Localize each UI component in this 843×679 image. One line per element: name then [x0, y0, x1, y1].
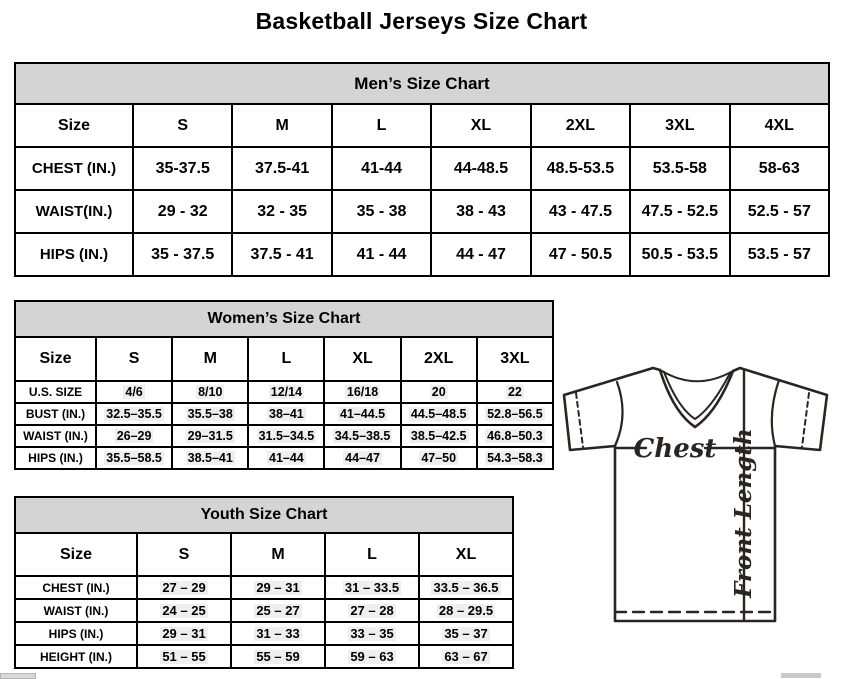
table-cell: 32 - 35 [232, 190, 331, 233]
womens-col-2xl: 2XL [401, 337, 477, 381]
row-label: BUST (IN.) [15, 403, 96, 425]
cell-value: 24 – 25 [162, 602, 206, 618]
mens-chest-row [15, 147, 829, 190]
table-cell [419, 622, 513, 645]
row-label: HIPS (IN.) [15, 447, 96, 469]
table-cell [248, 381, 324, 403]
cell-value: 44–47 [345, 450, 380, 465]
table-cell: 35 - 37.5 [133, 233, 232, 276]
womens-size-table [14, 300, 554, 470]
table-cell [248, 403, 324, 425]
cell-value: 29–31.5 [187, 428, 233, 443]
left-armhole-seam [615, 382, 623, 446]
horizontal-scrollbar-fragment-right[interactable] [781, 673, 821, 678]
table-cell [137, 645, 231, 668]
cell-value: 27 – 28 [350, 602, 394, 618]
table-cell [324, 425, 400, 447]
mens-column-header-row [15, 104, 829, 147]
table-cell [401, 403, 477, 425]
mens-col-size: Size [15, 104, 133, 147]
table-cell [172, 403, 248, 425]
womens-column-header-row [15, 337, 553, 381]
mens-col-2xl: 2XL [531, 104, 630, 147]
collar-back-arc [662, 371, 731, 381]
youth-chest-row [15, 576, 513, 599]
table-cell [401, 381, 477, 403]
table-cell [477, 403, 553, 425]
row-label: HIPS (IN.) [15, 622, 137, 645]
youth-waist-row [15, 599, 513, 622]
mens-col-3xl: 3XL [630, 104, 729, 147]
womens-table-header-band [15, 301, 553, 337]
mens-hips-row [15, 233, 829, 276]
cell-value: 8/10 [198, 384, 223, 399]
table-cell: 37.5 - 41 [232, 233, 331, 276]
womens-col-m: M [172, 337, 248, 381]
youth-height-row [15, 645, 513, 668]
collar-inner-v [664, 372, 730, 419]
table-cell [324, 403, 400, 425]
jersey-diagram [557, 360, 839, 628]
womens-hips-row [15, 447, 553, 469]
cell-value: 25 – 27 [256, 602, 300, 618]
table-cell [325, 622, 419, 645]
row-label: HIPS (IN.) [15, 233, 133, 276]
table-cell [231, 645, 325, 668]
cell-value: 31 – 33.5 [344, 579, 400, 595]
cell-value: 41–44.5 [339, 406, 386, 421]
table-cell [96, 425, 172, 447]
cell-value: 38.5–41 [187, 450, 233, 465]
cell-value: 29 – 31 [162, 625, 206, 641]
table-cell: 41 - 44 [332, 233, 431, 276]
cell-value: 12/14 [270, 384, 303, 399]
cell-value: 33 – 35 [350, 625, 394, 641]
cell-value: 35 – 37 [444, 625, 488, 641]
table-cell [137, 576, 231, 599]
front-length-label: Front Length [730, 428, 757, 598]
cell-value: 27 – 29 [162, 579, 206, 595]
mens-col-m: M [232, 104, 331, 147]
table-cell: 47 - 50.5 [531, 233, 630, 276]
table-cell [248, 425, 324, 447]
row-label: U.S. SIZE [15, 381, 96, 403]
page-title: Basketball Jerseys Size Chart [255, 8, 588, 34]
womens-col-l: L [248, 337, 324, 381]
mens-col-xl: XL [431, 104, 530, 147]
table-cell: 41-44 [332, 147, 431, 190]
table-cell [325, 576, 419, 599]
womens-col-3xl: 3XL [477, 337, 553, 381]
table-cell: 43 - 47.5 [531, 190, 630, 233]
table-cell [231, 576, 325, 599]
youth-col-size: Size [15, 533, 137, 576]
table-cell [419, 576, 513, 599]
table-cell [172, 381, 248, 403]
table-cell [477, 425, 553, 447]
right-armhole-seam [772, 380, 779, 446]
cell-value: 34.5–38.5 [334, 428, 391, 443]
youth-col-s: S [137, 533, 231, 576]
table-cell [325, 599, 419, 622]
youth-col-l: L [325, 533, 419, 576]
table-cell: 44 - 47 [431, 233, 530, 276]
table-cell: 53.5 - 57 [730, 233, 829, 276]
mens-table-header-band [15, 63, 829, 104]
mens-size-table [14, 62, 830, 277]
cell-value: 46.8–50.3 [487, 428, 543, 443]
cell-value: 55 – 59 [256, 648, 300, 664]
row-label: CHEST (IN.) [15, 147, 133, 190]
cell-value: 44.5–48.5 [410, 406, 467, 421]
youth-table-header-band [15, 497, 513, 533]
table-cell [96, 447, 172, 469]
table-cell [137, 599, 231, 622]
table-cell [419, 645, 513, 668]
cell-value: 20 [431, 384, 446, 399]
cell-value: 54.3–58.3 [487, 450, 543, 465]
row-label: WAIST (IN.) [15, 599, 137, 622]
cell-value: 63 – 67 [444, 648, 488, 664]
cell-value: 22 [507, 384, 522, 399]
cell-value: 31 – 33 [256, 625, 300, 641]
youth-col-xl: XL [419, 533, 513, 576]
table-cell [137, 622, 231, 645]
youth-hips-row [15, 622, 513, 645]
table-cell: 44-48.5 [431, 147, 530, 190]
table-cell: 58-63 [730, 147, 829, 190]
cell-value: 29 – 31 [256, 579, 300, 595]
cell-value: 28 – 29.5 [438, 602, 494, 618]
cell-value: 52.8–56.5 [487, 406, 543, 421]
cell-value: 59 – 63 [350, 648, 394, 664]
row-label: HEIGHT (IN.) [15, 645, 137, 668]
row-label: CHEST (IN.) [15, 576, 137, 599]
table-cell [96, 403, 172, 425]
youth-col-m: M [231, 533, 325, 576]
womens-col-s: S [96, 337, 172, 381]
womens-table-title: Women’s Size Chart [15, 301, 553, 337]
cell-value: 47–50 [421, 450, 457, 465]
table-cell [248, 447, 324, 469]
table-cell [96, 381, 172, 403]
cell-value: 38.5–42.5 [410, 428, 467, 443]
table-cell [324, 447, 400, 469]
mens-col-s: S [133, 104, 232, 147]
table-cell [477, 381, 553, 403]
cell-value: 32.5–35.5 [106, 406, 162, 421]
cell-value: 33.5 – 36.5 [433, 579, 499, 595]
cell-value: 4/6 [125, 384, 143, 399]
womens-bust-row [15, 403, 553, 425]
table-cell [231, 622, 325, 645]
table-cell [172, 425, 248, 447]
cell-value: 26–29 [116, 428, 152, 443]
table-cell: 48.5-53.5 [531, 147, 630, 190]
womens-waist-row [15, 425, 553, 447]
table-cell: 47.5 - 52.5 [630, 190, 729, 233]
table-cell: 37.5-41 [232, 147, 331, 190]
womens-us-size-row [15, 381, 553, 403]
cell-value: 31.5–34.5 [258, 428, 315, 443]
table-cell [324, 381, 400, 403]
cell-value: 51 – 55 [162, 648, 206, 664]
mens-waist-row [15, 190, 829, 233]
table-cell [231, 599, 325, 622]
table-cell [401, 447, 477, 469]
table-cell: 35 - 38 [332, 190, 431, 233]
table-cell: 38 - 43 [431, 190, 530, 233]
chest-label: Chest [633, 434, 717, 464]
table-cell [419, 599, 513, 622]
table-cell [172, 447, 248, 469]
cell-value: 35.5–58.5 [106, 450, 162, 465]
womens-col-size: Size [15, 337, 96, 381]
table-cell: 53.5-58 [630, 147, 729, 190]
cell-value: 35.5–38 [187, 406, 233, 421]
mens-col-l: L [332, 104, 431, 147]
youth-column-header-row [15, 533, 513, 576]
table-cell [325, 645, 419, 668]
cell-value: 41–44 [269, 450, 304, 465]
horizontal-scrollbar-fragment-left[interactable] [0, 673, 36, 679]
table-cell: 52.5 - 57 [730, 190, 829, 233]
row-label: WAIST(IN.) [15, 190, 133, 233]
youth-size-table [14, 496, 514, 669]
womens-col-xl: XL [324, 337, 400, 381]
mens-table-title: Men’s Size Chart [15, 63, 829, 104]
table-cell: 50.5 - 53.5 [630, 233, 729, 276]
mens-col-4xl: 4XL [730, 104, 829, 147]
cell-value: 38–41 [269, 406, 304, 421]
row-label: WAIST (IN.) [15, 425, 96, 447]
table-cell: 29 - 32 [133, 190, 232, 233]
cell-value: 16/18 [346, 384, 379, 399]
youth-table-title: Youth Size Chart [15, 497, 513, 533]
table-cell [477, 447, 553, 469]
jersey-outline [564, 368, 827, 621]
left-cuff-dashed-line [576, 393, 583, 447]
right-cuff-dashed-line [802, 393, 809, 447]
table-cell [401, 425, 477, 447]
table-cell: 35-37.5 [133, 147, 232, 190]
